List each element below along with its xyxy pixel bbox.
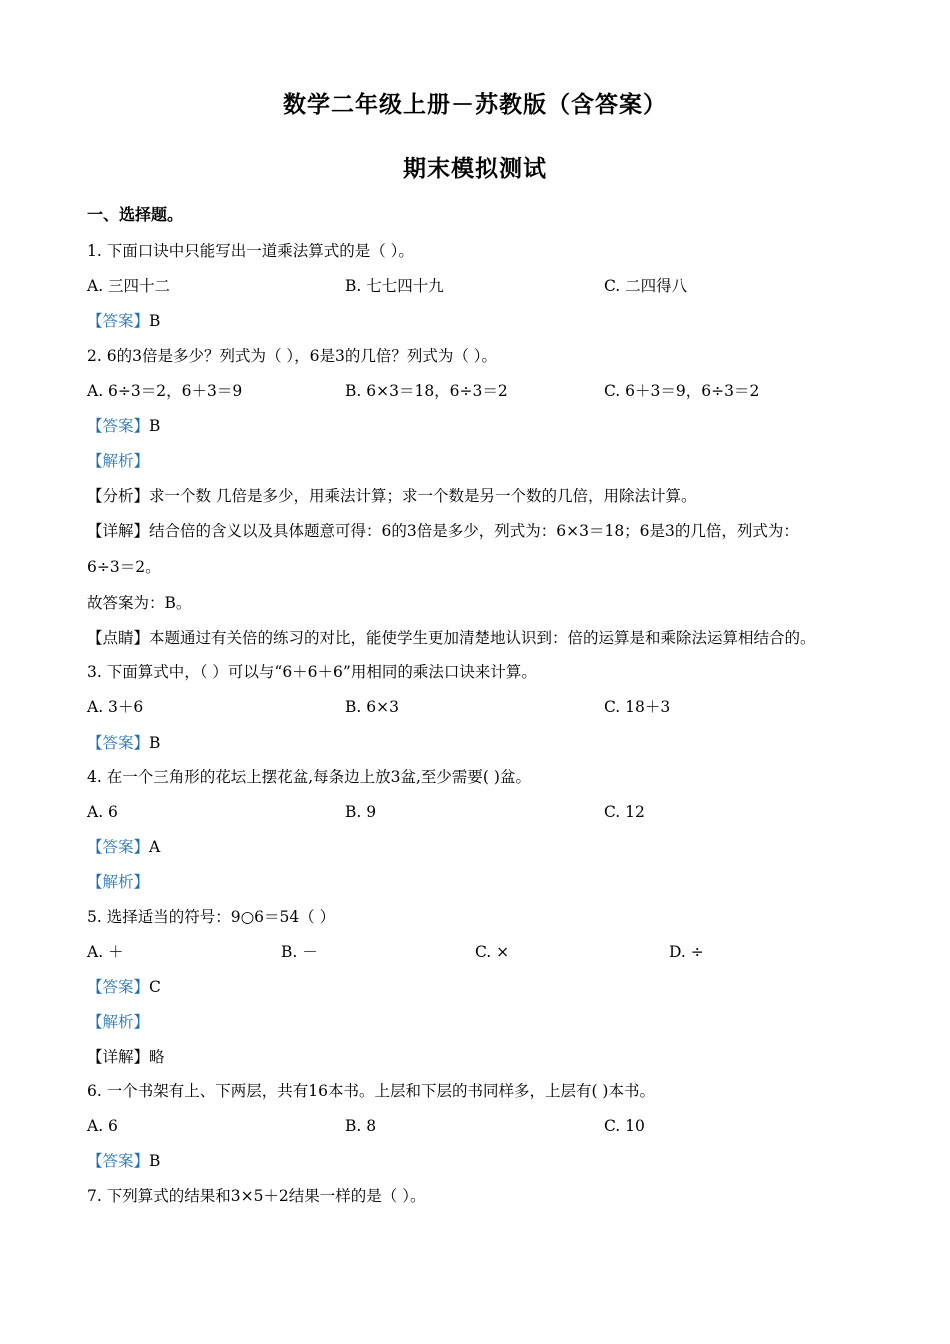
question-3: 3. 下面算式中，（ ）可以与“6＋6＋6”用相同的乘法口诀来计算。 [87,663,537,681]
q2-dianjing [87,628,816,648]
q2-option-b: B. 6×3＝18，6÷3＝2 [345,382,508,400]
q5-option-a: A. ＋ [87,943,124,961]
q2-conclusion: 故答案为：B。 [87,594,192,612]
dianjing-tag: 【点睛】 [87,629,150,647]
answer-tag: 【答案】 [87,417,150,435]
q2-analysis-heading [87,451,149,471]
question-5: 5. 选择适当的符号：9○6＝54（ ） [87,908,336,926]
analysis-tag: 【解析】 [87,452,150,470]
q1-option-c: C. 二四得八 [604,277,688,295]
answer-tag: 【答案】 [87,978,150,996]
q5-option-b: B. － [281,943,318,961]
q5-detail [87,1047,165,1067]
q5-option-d: D. ÷ [669,943,704,961]
answer-value: B [149,417,161,435]
q3-option-b: B. 6×3 [345,698,399,716]
q2-option-a: A. 6÷3＝2，6＋3＝9 [87,382,243,400]
q4-option-c: C. 12 [604,803,645,821]
answer-value: C [149,978,161,996]
q6-option-b: B. 8 [345,1117,377,1135]
q4-option-a: A. 6 [87,803,118,821]
answer-tag: 【答案】 [87,734,150,752]
analysis-tag: 【解析】 [87,1013,150,1031]
q6-answer [87,1151,160,1171]
q5-analysis-heading [87,1012,149,1032]
answer-tag: 【答案】 [87,838,150,856]
question-7: 7. 下列算式的结果和3×5＋2结果一样的是（ ）。 [87,1187,426,1205]
answer-tag: 【答案】 [87,312,150,330]
document-subtitle: 期末模拟测试 [403,155,547,182]
detail-tag: 【详解】 [87,522,150,540]
detail-text: 略 [149,1048,165,1066]
q3-answer [87,733,160,753]
q2-answer [87,416,160,436]
q3-option-c: C. 18＋3 [604,698,671,716]
q1-option-a: A. 三四十二 [87,277,171,295]
question-4: 4. 在一个三角形的花坛上摆花盆,每条边上放3盆,至少需要( )盆。 [87,768,531,786]
q2-detail-continued: 6÷3＝2。 [87,558,161,576]
question-1: 1. 下面口诀中只能写出一道乘法算式的是（ ）。 [87,242,414,260]
fenxi-text: 求一个数 几倍是多少，用乘法计算；求一个数是另一个数的几倍，用除法计算。 [149,487,697,505]
q2-fenxi [87,486,696,506]
detail-tag: 【详解】 [87,1048,150,1066]
q4-analysis-heading [87,872,149,892]
answer-value: B [149,1152,161,1170]
answer-value: B [149,312,161,330]
section-heading: 一、选择题。 [87,205,184,224]
q6-option-a: A. 6 [87,1117,118,1135]
q1-answer [87,311,160,331]
q4-answer [87,837,160,857]
detail-text: 结合倍的含义以及具体题意可得：6的3倍是多少，列式为：6×3＝18；6是3的几倍，列式为： [149,522,799,540]
dianjing-text: 本题通过有关倍的练习的对比，能使学生更加清楚地认识到：倍的运算是和乘除法运算相结合的。 [149,629,816,647]
q2-option-c: C. 6＋3＝9，6÷3＝2 [604,382,760,400]
q2-detail [87,521,799,541]
document-title: 数学二年级上册－苏教版（含答案） [283,91,667,118]
question-6: 6. 一个书架有上、下两层，共有16本书。上层和下层的书同样多，上层有( )本书。 [87,1082,655,1100]
q3-option-a: A. 3＋6 [87,698,144,716]
q4-option-b: B. 9 [345,803,377,821]
q6-option-c: C. 10 [604,1117,645,1135]
q5-option-c: C. × [475,943,510,961]
fenxi-tag: 【分析】 [87,487,150,505]
question-2: 2. 6的3倍是多少？列式为（ ），6是3的几倍？列式为（ ）。 [87,347,498,365]
answer-tag: 【答案】 [87,1152,150,1170]
answer-value: A [149,838,161,856]
answer-value: B [149,734,161,752]
analysis-tag: 【解析】 [87,873,150,891]
q5-answer [87,977,161,997]
q1-option-b: B. 七七四十九 [345,277,444,295]
